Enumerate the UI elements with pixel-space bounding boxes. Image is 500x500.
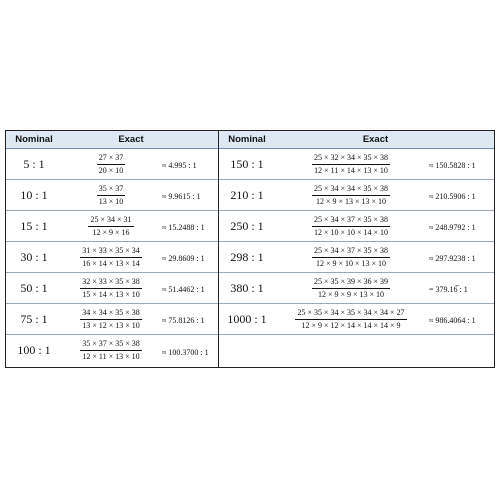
table-row bbox=[219, 242, 494, 273]
fraction-numerator: 35 × 37 bbox=[97, 184, 126, 196]
exact-fraction bbox=[97, 184, 126, 207]
exact-fraction bbox=[97, 153, 126, 176]
fraction-denominator: 12 × 10 × 10 × 14 × 10 bbox=[313, 227, 389, 237]
approx-value: ≈ 297.9238 : 1 bbox=[429, 254, 476, 263]
nominal-ratio: 15 : 1 bbox=[20, 218, 48, 233]
table-row bbox=[6, 273, 218, 304]
approx-value: ≈ 248.9792 : 1 bbox=[429, 223, 476, 232]
fraction-numerator: 34 × 34 × 35 × 38 bbox=[80, 308, 142, 320]
exact-fraction bbox=[312, 215, 390, 238]
header-exact: Exact bbox=[118, 134, 144, 145]
fraction-denominator: 12 × 9 × 12 × 14 × 14 × 14 × 9 bbox=[301, 320, 401, 330]
fraction-denominator: 13 × 12 × 13 × 10 bbox=[82, 320, 140, 330]
exact-fraction bbox=[312, 246, 390, 269]
approx-value: ≈ 75.8126 : 1 bbox=[162, 316, 205, 325]
table-header bbox=[6, 131, 218, 149]
rows-left bbox=[6, 149, 218, 366]
exact-fraction-cell bbox=[62, 308, 160, 331]
fraction-numerator: 25 × 32 × 34 × 35 × 38 bbox=[312, 153, 390, 165]
nominal-ratio: 150 : 1 bbox=[230, 156, 264, 171]
approx-value: ≈ 4.995 : 1 bbox=[162, 161, 197, 170]
fraction-denominator: 12 × 9 × 13 × 13 × 10 bbox=[315, 196, 387, 206]
fraction-numerator: 25 × 34 × 34 × 35 × 38 bbox=[312, 184, 390, 196]
fraction-numerator: 25 × 35 × 34 × 35 × 34 × 34 × 27 bbox=[295, 308, 406, 320]
approx-value: ≈ 210.5906 : 1 bbox=[429, 192, 476, 201]
approx-value: ≈ 29.8609 : 1 bbox=[162, 254, 205, 263]
exact-fraction-cell bbox=[275, 246, 427, 269]
table-row bbox=[6, 180, 218, 211]
exact-fraction-cell bbox=[275, 153, 427, 176]
header-exact: Exact bbox=[362, 134, 389, 145]
table-row bbox=[6, 242, 218, 273]
nominal-ratio: 1000 : 1 bbox=[227, 311, 267, 326]
table-row bbox=[219, 273, 494, 304]
fraction-numerator: 25 × 34 × 31 bbox=[88, 215, 133, 227]
table-panel-left bbox=[6, 131, 219, 367]
approx-value: ≈ 15.2488 : 1 bbox=[162, 223, 205, 232]
table-row bbox=[219, 211, 494, 242]
nominal-ratio: 5 : 1 bbox=[23, 156, 45, 171]
fraction-denominator: 20 × 10 bbox=[98, 165, 124, 175]
nominal-ratio: 50 : 1 bbox=[20, 280, 48, 295]
table-header bbox=[219, 131, 494, 149]
fraction-denominator: 15 × 14 × 13 × 10 bbox=[82, 289, 140, 299]
exact-fraction bbox=[312, 277, 390, 300]
exact-fraction-cell bbox=[62, 277, 160, 300]
approx-cell bbox=[427, 155, 494, 173]
approx-value: ≈ 986.4064 : 1 bbox=[429, 316, 476, 325]
header-nominal: Nominal bbox=[228, 134, 266, 145]
fraction-denominator: 12 × 11 × 13 × 10 bbox=[82, 352, 140, 361]
table-row bbox=[6, 211, 218, 242]
nominal-ratio: 75 : 1 bbox=[20, 311, 48, 326]
fraction-numerator: 31 × 33 × 35 × 34 bbox=[80, 246, 142, 258]
fraction-denominator: 12 × 9 × 10 × 13 × 10 bbox=[315, 258, 387, 268]
table-row bbox=[6, 304, 218, 335]
approx-value: ≈ 100.3700 : 1 bbox=[162, 347, 209, 357]
exact-fraction-cell bbox=[62, 215, 160, 238]
nominal-ratio: 210 : 1 bbox=[230, 187, 264, 202]
exact-fraction-cell bbox=[62, 339, 160, 362]
exact-fraction bbox=[312, 184, 390, 207]
fraction-denominator: 12 × 9 × 16 bbox=[92, 227, 130, 237]
approx-cell bbox=[160, 248, 218, 266]
approx-cell bbox=[427, 217, 494, 235]
nominal-ratio: 298 : 1 bbox=[230, 249, 264, 264]
table-row bbox=[6, 335, 218, 366]
exact-fraction bbox=[295, 308, 406, 331]
table-row bbox=[219, 304, 494, 335]
approx-cell bbox=[160, 186, 218, 204]
exact-fraction-cell bbox=[275, 277, 427, 300]
approx-cell bbox=[160, 217, 218, 235]
approx-cell bbox=[160, 155, 218, 173]
approx-cell bbox=[427, 279, 494, 297]
nominal-ratio: 10 : 1 bbox=[20, 187, 48, 202]
fraction-numerator: 27 × 37 bbox=[97, 153, 126, 165]
nominal-ratio: 30 : 1 bbox=[20, 249, 48, 264]
nominal-ratio: 250 : 1 bbox=[230, 218, 264, 233]
header-nominal: Nominal bbox=[15, 134, 53, 145]
table-row bbox=[219, 149, 494, 180]
exact-fraction bbox=[80, 246, 142, 269]
nominal-ratio: 100 : 1 bbox=[17, 343, 51, 357]
table-row bbox=[6, 149, 218, 180]
exact-fraction-cell bbox=[62, 184, 160, 207]
approx-cell bbox=[427, 186, 494, 204]
fraction-denominator: 12 × 11 × 14 × 13 × 10 bbox=[314, 165, 388, 175]
exact-fraction-cell bbox=[275, 184, 427, 207]
fraction-numerator: 25 × 34 × 37 × 35 × 38 bbox=[312, 246, 390, 258]
approx-cell bbox=[160, 279, 218, 297]
exact-fraction-cell bbox=[275, 215, 427, 238]
fraction-denominator: 13 × 10 bbox=[98, 196, 124, 206]
fraction-numerator: 25 × 34 × 37 × 35 × 38 bbox=[312, 215, 390, 227]
approx-value: ≈ 51.4462 : 1 bbox=[162, 285, 205, 294]
table-panel-right bbox=[219, 131, 494, 367]
approx-cell bbox=[427, 248, 494, 266]
fraction-denominator: 16 × 14 × 13 × 14 bbox=[82, 258, 140, 268]
fraction-numerator: 25 × 35 × 39 × 36 × 39 bbox=[312, 277, 390, 289]
approx-value: = 379.16̅ : 1 bbox=[429, 285, 468, 294]
approx-value: ≈ 150.5828 : 1 bbox=[429, 161, 476, 170]
approx-cell bbox=[427, 310, 494, 328]
approx-cell bbox=[160, 342, 218, 360]
approx-value: ≈ 9.9615 : 1 bbox=[162, 192, 201, 201]
table-row bbox=[219, 180, 494, 211]
exact-fraction bbox=[80, 277, 142, 300]
fraction-numerator: 35 × 37 × 35 × 38 bbox=[80, 339, 142, 351]
fraction-denominator: 12 × 9 × 9 × 13 × 10 bbox=[317, 289, 385, 299]
rows-right bbox=[219, 149, 494, 335]
exact-fraction bbox=[88, 215, 133, 238]
gear-ratio-table bbox=[5, 130, 495, 368]
nominal-ratio: 380 : 1 bbox=[230, 280, 264, 295]
fraction-numerator: 32 × 33 × 35 × 38 bbox=[80, 277, 142, 289]
approx-cell bbox=[160, 310, 218, 328]
exact-fraction-cell bbox=[275, 308, 427, 331]
exact-fraction bbox=[312, 153, 390, 176]
exact-fraction-cell bbox=[62, 153, 160, 176]
exact-fraction bbox=[80, 308, 142, 331]
exact-fraction bbox=[80, 339, 142, 362]
exact-fraction-cell bbox=[62, 246, 160, 269]
